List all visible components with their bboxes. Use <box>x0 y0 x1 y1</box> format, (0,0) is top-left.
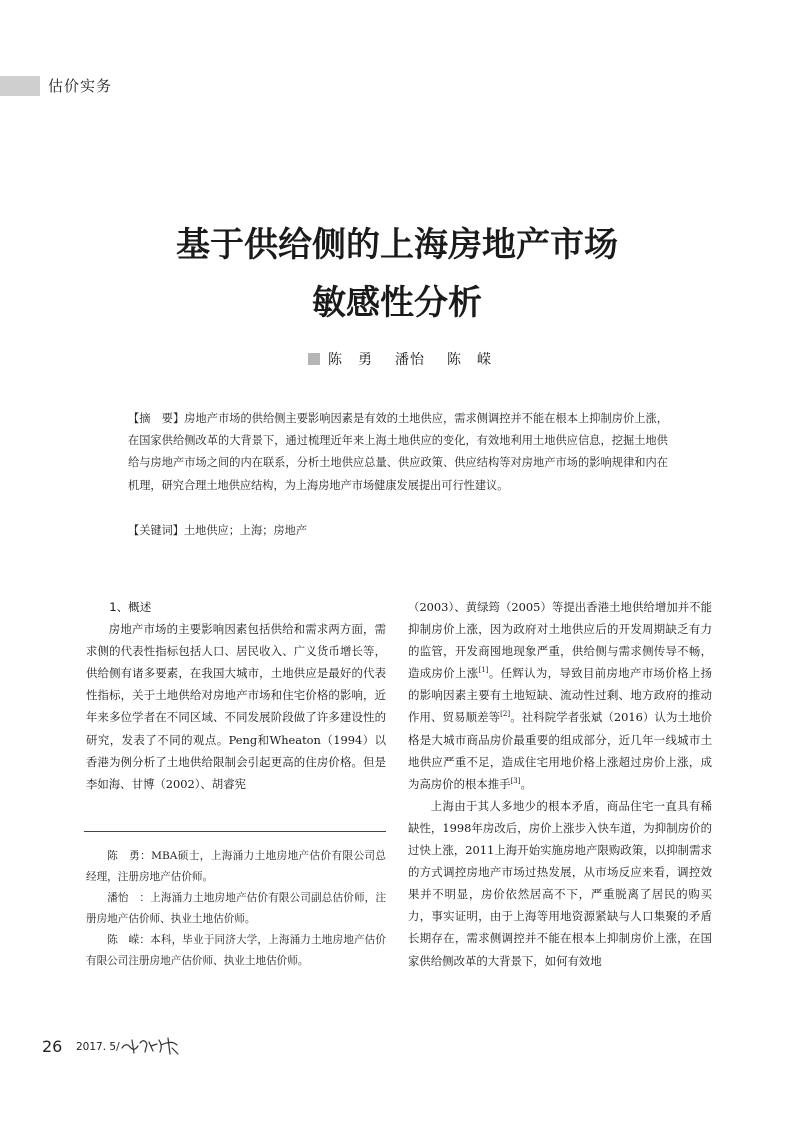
author-note-text: 上海涌力土地房地产估价有限公司副总估价师，注册房地产估价师、执业土地估价师。 <box>86 892 387 925</box>
section-heading: 1、概述 <box>109 600 152 614</box>
author-notes <box>86 846 386 972</box>
author-note <box>86 930 386 972</box>
section-marker-bar <box>0 76 40 96</box>
page-number: 26 <box>42 1037 63 1056</box>
citation-ref: [3] <box>510 776 521 785</box>
author-name: 陈 嵘 <box>447 352 492 368</box>
author-note <box>86 888 386 930</box>
body-paragraph <box>408 596 712 795</box>
keywords <box>128 522 307 538</box>
body-text: （2003）、黄绿筠（2005）等提出香港土地供给增加并不能抑制房价上涨，因为政府对土地供应后的开发周期缺乏有力的监管，开发商囤地现象严重，供给侧与需求侧传导不畅，造成房价上涨 <box>408 600 712 681</box>
abstract-text: 房地产市场的供给侧主要影响因素是有效的土地供应，需求侧调控并不能在根本上抑制房价上涨，在国家供给侧改革的大背景下，通过梳理近年来上海土地供应的变化，有效地利用土地供应信息，挖掘土地供给与房地产市场之间的内在联系，分析土地供应总量、供应政策、供应结构等对房地产市场的影响规律和内在机理，研究合理土地供应结构，为上海房地产市场健康发展提出可行性建议。 <box>128 412 668 492</box>
author-note-name: 潘怡 ： <box>107 892 151 904</box>
author-marker-icon <box>308 353 320 365</box>
article-title-line-2: 敏感性分析 <box>312 283 482 323</box>
abstract-label: 【摘 要】 <box>128 412 185 425</box>
citation-ref: [1] <box>478 666 489 675</box>
footnote-divider <box>84 831 386 832</box>
body-text: 。社科院学者张斌（2016）认为土地价格是大城市商品房价最重要的组成部分，近几年一线城市土地供应严重不足，造成住宅用地价格上涨超过房价上涨，成为高房价的根本推手 <box>408 710 712 791</box>
keywords-text: 土地供应；上海；房地产 <box>183 524 308 537</box>
author-note-name: 陈 勇： <box>107 850 152 862</box>
body-paragraph: 房地产市场的主要影响因素包括供给和需求两方面，需求侧的代表性指标包括人口、居民收入、广义货币增长等，供给侧有诸多要素，在我国大城市，土地供应是最好的代表性指标，关于土地供给对房地产市场和住宅价格的影响，近年来多位学者在不同区域、不同发展阶段做了许多建设性的研究，发表了不同的观点。Peng和Wheaton（1994）以香港为例分析了土地供给限制会引起更高的住房价格。但是李如海、甘博（2002）、胡睿宪 <box>86 622 386 791</box>
article-title-line-1: 基于供给侧的上海房地产市场 <box>176 225 618 265</box>
author-note-text: MBA硕士，上海涌力土地房地产估价有限公司总经理，注册房地产估价师。 <box>86 850 387 883</box>
author-note-name: 陈 嵘： <box>107 934 151 946</box>
body-text: 。 <box>520 776 532 791</box>
abstract <box>128 408 668 497</box>
article-title <box>90 216 704 332</box>
citation-ref: [2] <box>500 710 511 719</box>
section-label: 估价实务 <box>48 77 113 95</box>
author-name: 陈 勇 <box>328 352 373 368</box>
author-note <box>86 846 386 888</box>
body-column-left <box>86 596 386 795</box>
author-line <box>308 349 514 369</box>
issue-date: 2017. 5/ <box>76 1041 120 1053</box>
body-column-right <box>408 596 712 972</box>
author-name: 潘怡 <box>395 352 425 368</box>
keywords-label: 【关键词】 <box>128 524 184 537</box>
body-text: 。任辉认为，导致目前房地产市场价格上扬的影响因素主要有土地短缺、流动性过剩、地方政府的推动作用、贸易顺差等 <box>408 666 712 725</box>
body-paragraph: 上海由于其人多地少的根本矛盾，商品住宅一直具有稀缺性，1998年房改后，房价上涨步入快车道，为抑制房价的过快上涨，2011上海开始实施房地产限购政策，以抑制需求的方式调控房地产市场过热发展，从市场反应来看，调控效果并不明显，房价依然居高不下，严重脱离了居民的购买力，事实证明，由于上海等用地资源紧缺与人口集聚的矛盾长期存在，需求侧调控并不能在根本上抑制房价上涨，在国家供给侧改革的大背景下，如何有效地 <box>408 798 712 968</box>
journal-logo-icon <box>120 1034 182 1058</box>
author-note-text: 本科，毕业于同济大学，上海涌力土地房地产估价有限公司注册房地产估价师、执业土地估价师。 <box>86 934 387 967</box>
